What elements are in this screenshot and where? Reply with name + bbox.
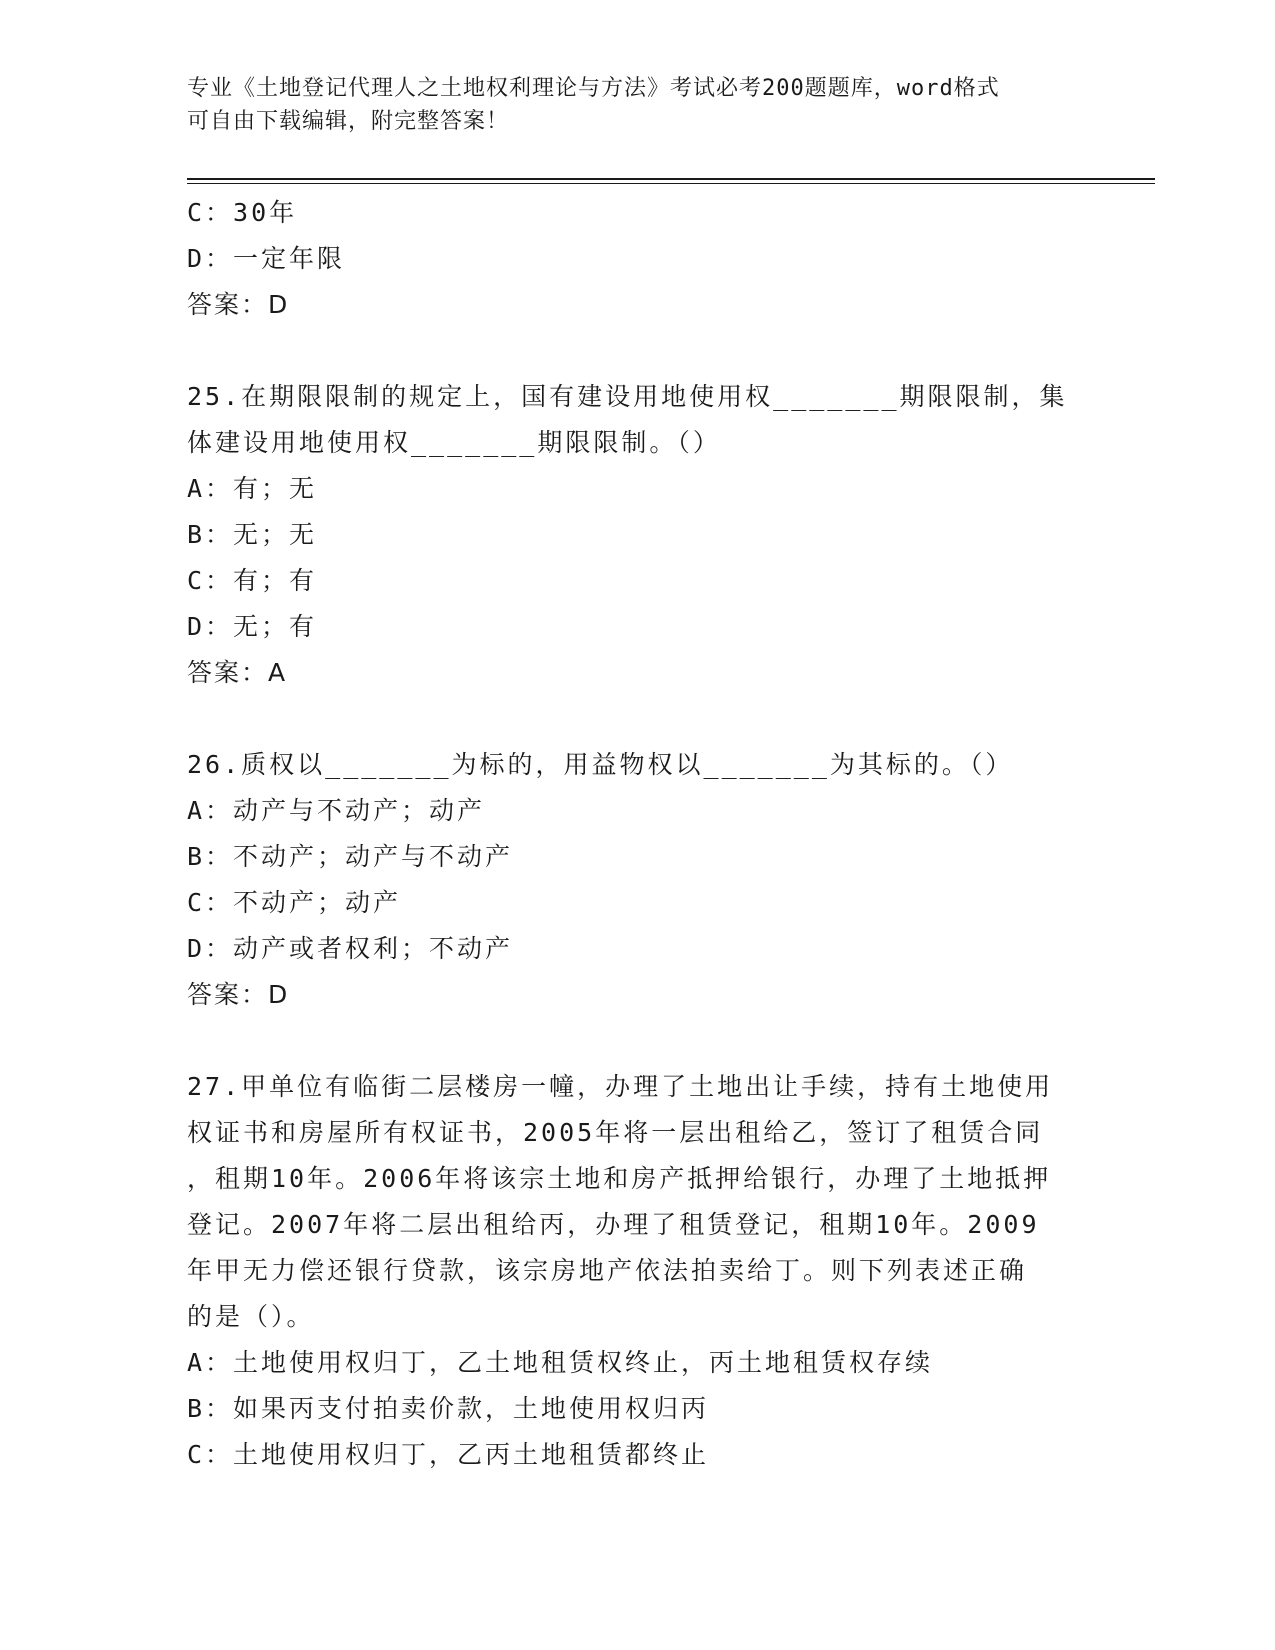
question-stem-line: 权证书和房屋所有权证书，2005年将一层出租给乙，签订了租赁合同 bbox=[187, 1118, 1044, 1147]
question-25 bbox=[187, 374, 1087, 696]
question-stem-line: 登记。2007年将二层出租给丙，办理了租赁登记，租期10年。2009 bbox=[187, 1210, 1040, 1239]
question-content bbox=[187, 190, 1087, 1478]
option-c: C：30年 bbox=[187, 198, 298, 227]
option-b: B：如果丙支付拍卖价款，土地使用权归丙 bbox=[187, 1394, 710, 1423]
option-d: D：无；有 bbox=[187, 612, 318, 641]
answer-label: 答案：D bbox=[187, 980, 290, 1009]
question-26 bbox=[187, 742, 1087, 1018]
document-header bbox=[187, 72, 1067, 138]
question-stem-line: 25.在期限限制的规定上，国有建设用地使用权_______期限限制，集 bbox=[187, 382, 1068, 411]
header-rule-thin bbox=[187, 183, 1155, 184]
option-b: B：不动产；动产与不动产 bbox=[187, 842, 514, 871]
answer-label: 答案：A bbox=[187, 658, 288, 687]
question-stem-line: 26.质权以_______为标的，用益物权以_______为其标的。（） bbox=[187, 750, 1014, 779]
option-a: A：动产与不动产；动产 bbox=[187, 796, 486, 825]
option-c: C：有；有 bbox=[187, 566, 318, 595]
spacer bbox=[187, 328, 1087, 374]
answer-label: 答案：D bbox=[187, 290, 290, 319]
question-stem-line: 年甲无力偿还银行贷款，该宗房地产依法拍卖给丁。则下列表述正确 bbox=[187, 1256, 1028, 1285]
question-27 bbox=[187, 1064, 1087, 1478]
header-line-1: 专业《土地登记代理人之土地权利理论与方法》考试必考200题题库，word格式 bbox=[187, 76, 1000, 101]
option-c: C：不动产；动产 bbox=[187, 888, 402, 917]
question-stem-line: 的是（）。 bbox=[187, 1302, 315, 1331]
question-stem-line: ，租期10年。2006年将该宗土地和房产抵押给银行，办理了土地抵押 bbox=[187, 1164, 1052, 1193]
option-b: B：无；无 bbox=[187, 520, 318, 549]
option-a: A：土地使用权归丁，乙土地租赁权终止，丙土地租赁权存续 bbox=[187, 1348, 934, 1377]
option-c: C：土地使用权归丁，乙丙土地租赁都终止 bbox=[187, 1440, 710, 1469]
option-d: D：动产或者权利；不动产 bbox=[187, 934, 514, 963]
question-24-tail bbox=[187, 190, 1087, 328]
option-a: A：有；无 bbox=[187, 474, 318, 503]
header-line-2: 可自由下载编辑，附完整答案！ bbox=[187, 109, 510, 134]
spacer bbox=[187, 1018, 1087, 1064]
spacer bbox=[187, 696, 1087, 742]
question-stem-line: 体建设用地使用权_______期限限制。（） bbox=[187, 428, 721, 457]
question-stem-line: 27.甲单位有临街二层楼房一幢，办理了土地出让手续，持有土地使用 bbox=[187, 1072, 1054, 1101]
option-d: D：一定年限 bbox=[187, 244, 346, 273]
header-rule-thick bbox=[187, 178, 1155, 180]
